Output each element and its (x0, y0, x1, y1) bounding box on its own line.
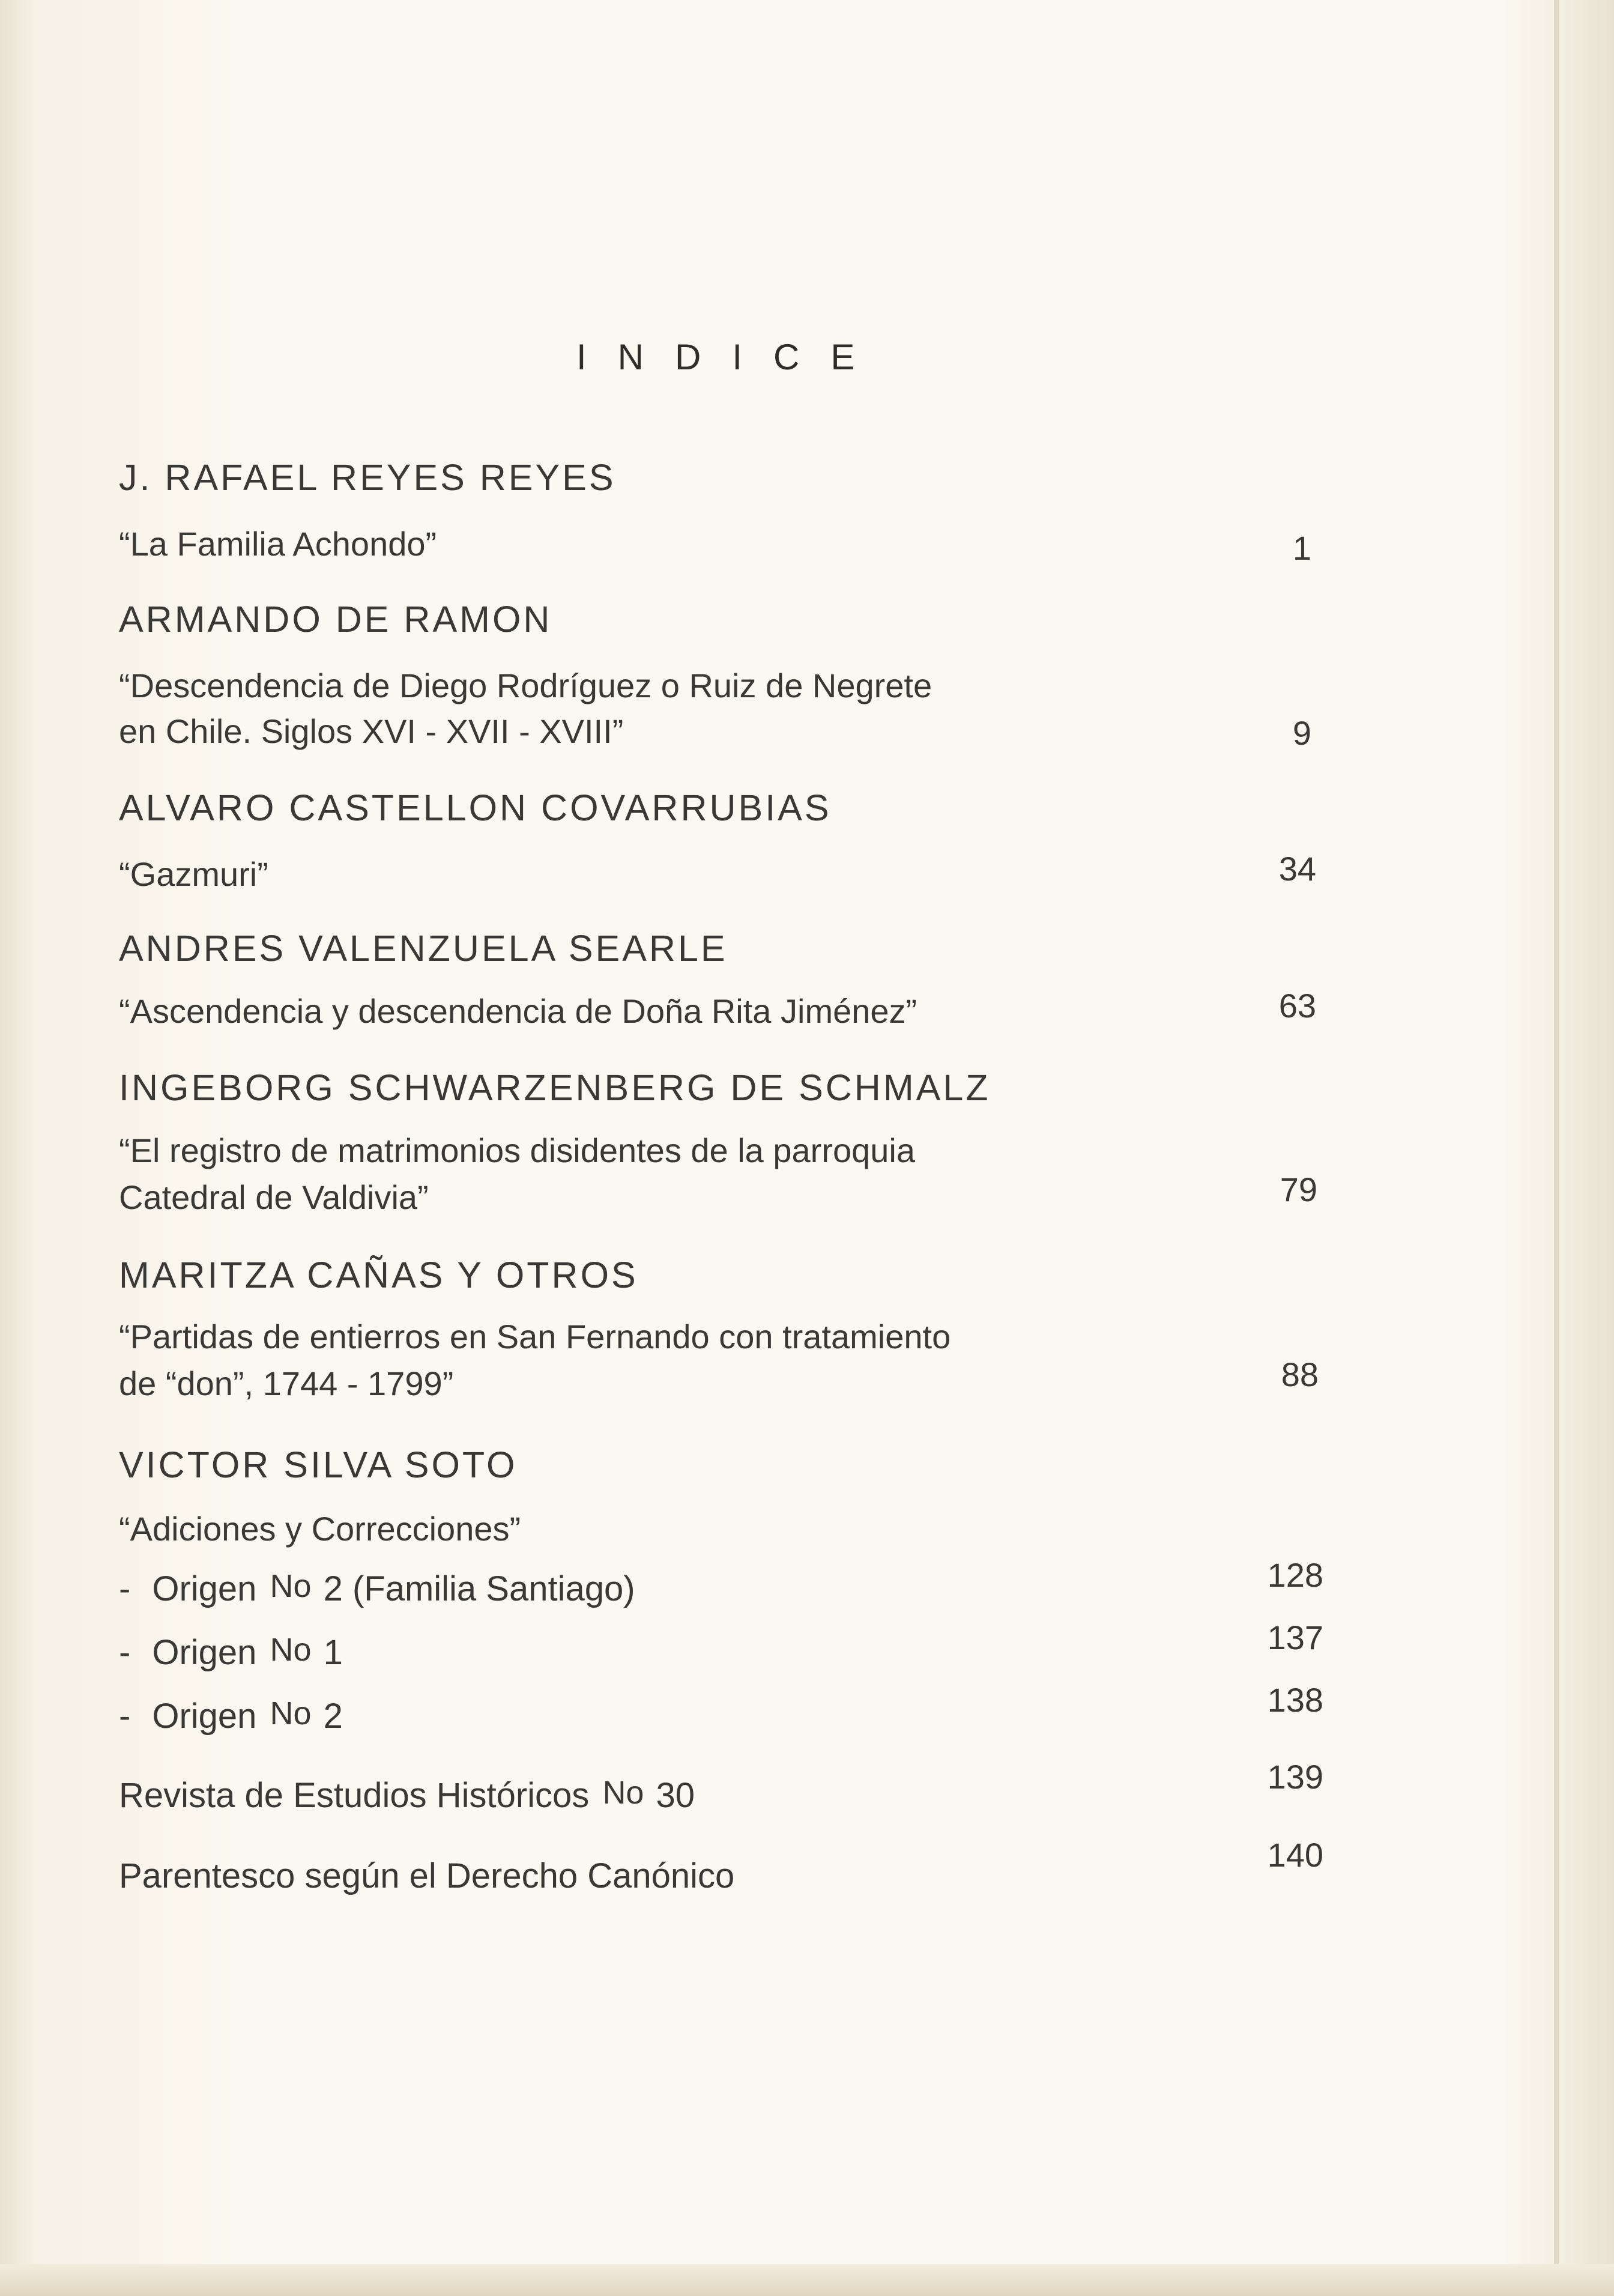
extra-item-label: Parentesco según el Derecho Canónico (119, 1856, 735, 1895)
entry-work-line: “Descendencia de Diego Rodríguez o Ruiz de Negrete (119, 667, 932, 704)
entry-page-number: 9 (1292, 714, 1311, 752)
entry-work-line: “Partidas de entierros en San Fernando con tratamiento (119, 1318, 951, 1355)
entry-author: VICTOR SILVA SOTO (119, 1444, 518, 1485)
sub-item-page-number: 137 (1267, 1619, 1323, 1656)
entry-author: J. RAFAEL REYES REYES (119, 457, 616, 498)
sub-item-page-number: 128 (1267, 1556, 1323, 1594)
extra-item (119, 1775, 695, 1816)
sub-item-page-number: 138 (1267, 1681, 1323, 1719)
extra-item (119, 1856, 734, 1896)
entry-page-number: 1 (1292, 529, 1311, 567)
numero-mark: No (270, 1695, 312, 1731)
sub-item-label: Origen (152, 1697, 257, 1736)
entry-author: ALVARO CASTELLON COVARRUBIAS (119, 787, 832, 828)
sub-item (119, 1696, 343, 1736)
page-bottom-edge (0, 2264, 1614, 2296)
sub-item-label: Origen (152, 1633, 257, 1672)
page-edge (1554, 0, 1559, 2296)
entry-work-line: “Gazmuri” (119, 855, 268, 893)
entry-work-line: “El registro de matrimonios disidentes de la parroquia (119, 1131, 915, 1169)
sub-item (119, 1569, 635, 1609)
entry-work-line: “Ascendencia y descendencia de Doña Rita Jiménez” (119, 992, 917, 1030)
entry-page-number: 34 (1278, 850, 1316, 888)
extra-item-page-number: 139 (1267, 1758, 1323, 1796)
entry-page-number: 88 (1281, 1355, 1319, 1393)
numero-mark: No (270, 1568, 312, 1604)
entry-author: MARITZA CAÑAS Y OTROS (119, 1255, 638, 1295)
extra-item-number: 30 (656, 1776, 695, 1815)
entry-page-number: 79 (1280, 1171, 1317, 1208)
entry-work-line: “La Familia Achondo” (119, 525, 437, 563)
sub-item-number: 1 (323, 1633, 343, 1672)
sub-item-dash: - (119, 1569, 131, 1608)
sub-item-dash: - (119, 1697, 131, 1736)
entry-author: ARMANDO DE RAMON (119, 599, 552, 640)
sub-item-number: 2 (Familia Santiago) (323, 1569, 635, 1608)
entry-author: INGEBORG SCHWARZENBERG DE SCHMALZ (119, 1067, 991, 1108)
sub-item-dash: - (119, 1633, 131, 1672)
entry-work-line: Catedral de Valdivia” (119, 1178, 429, 1216)
entry-work-line: en Chile. Siglos XVI - XVII - XVIII” (119, 712, 624, 750)
entry-page-number: 63 (1278, 987, 1316, 1025)
entry-work-line: “Adiciones y Correcciones” (119, 1510, 521, 1548)
sub-item (119, 1632, 343, 1673)
entry-work-line: de “don”, 1744 - 1799” (119, 1365, 454, 1402)
entry-author: ANDRES VALENZUELA SEARLE (119, 928, 728, 969)
index-title: INDICE (576, 337, 886, 377)
sub-item-label: Origen (152, 1569, 257, 1608)
numero-mark: No (602, 1775, 644, 1811)
numero-mark: No (270, 1632, 312, 1668)
sub-item-number: 2 (323, 1697, 343, 1736)
extra-item-page-number: 140 (1267, 1836, 1323, 1874)
extra-item-label: Revista de Estudios Históricos (119, 1776, 590, 1815)
